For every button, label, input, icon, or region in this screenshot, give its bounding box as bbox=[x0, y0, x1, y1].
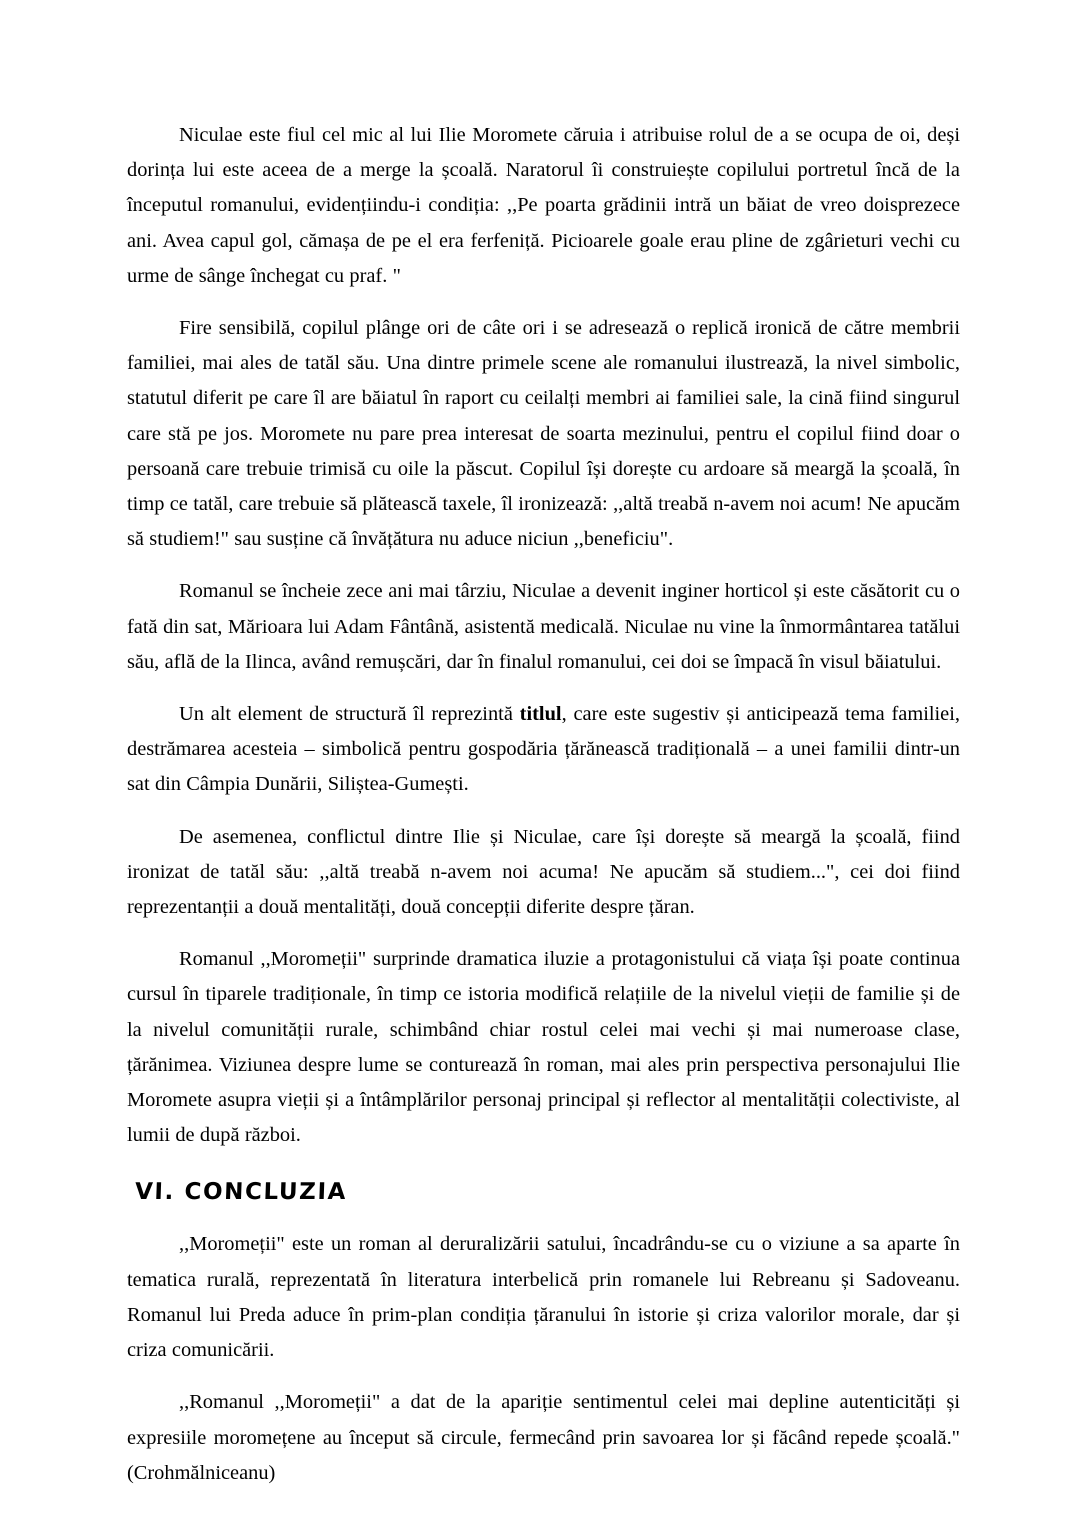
paragraph-niculae-intro: Niculae este fiul cel mic al lui Ilie Moromete căruia i atribuise rolul de a se ocupa de oi, deși dorința lui este aceea de a merge la școală. Naratorul îi construiește copilului portretul încă de la începutul romanului, evidențiindu-i condiția: ,,Pe poarta grădinii intră un băiat de vreo doisprezece ani. Avea capul gol, cămașa de pe el era ferfeniță. Picioarele goale erau pline de zgârieturi vechi cu urme de sânge închegat cu praf. " bbox=[127, 124, 960, 287]
paragraph-romanul-se-incheie: Romanul se încheie zece ani mai târziu, Niculae a devenit inginer horticol și este căsătorit cu o fată din sat, Mărioara lui Adam Fântână, asistentă medicală. Niculae nu vine la înmormântarea tatălui său, află de la Ilinca, având remușcări, dar în finalul romanului, cei doi se împacă în visul băiatului. bbox=[127, 580, 960, 673]
paragraph-titlul-part-1: Un alt element de structură îl reprezintă bbox=[179, 703, 520, 726]
paragraph-concluzie-1: ,,Moromeții" este un roman al deruralizării satului, încadrându-se cu o viziune a sa aparte în tematica rurală, reprezentată în literatura interbelică prin romanele lui Rebreanu și Sadoveanu. Romanul lui Preda aduce în prim-plan condiția țăranului în istorie și criza valorilor morale, dar și criza comunicării. bbox=[127, 1233, 960, 1362]
document-body bbox=[127, 118, 960, 1508]
paragraph-titlul-part-2: , care este sugestiv și anticipează tema familiei, destrămarea acesteia – simbolică pentru gospodăria țărănească tradițională – a unei familii dintr-un sat din Câmpia Dunării, Siliștea-Gumești. bbox=[127, 703, 960, 796]
paragraph-titlul bbox=[127, 697, 960, 803]
paragraph-fire-sensibila: Fire sensibilă, copilul plânge ori de câte ori i se adresează o replică ironică de către membrii familiei, mai ales de tatăl său. Una dintre primele scene ale romanului ilustrează, la nivel simbolic, statutul diferit pe care îl are băiatul în raport cu ceilalți membri ai familiei sale, la cină fiind singurul care stă pe jos. Moromete nu pare prea interesat de soarta mezinului, pentru el copilul fiind doar o persoană care trebuie trimisă cu oile la păscut. Copilul își dorește cu ardoare să meargă la școală, în timp ce tatăl, care trebuie să plătească taxele, îl ironizează: ,,altă treabă n-avem noi acum! Ne apucăm să studiem!" sau susține că învățătura nu aduce niciun ,,beneficiu". bbox=[127, 317, 960, 551]
paragraph-romanul-moduri: Romanul ,,Moromeții" surprinde dramatica iluzie a protagonistului că viața își poate continua cursul în tiparele tradiționale, în timp ce istoria modifică relațiile de la nivelul vieții de familie și de la nivelul comunității rurale, schimbând chiar rostul celei mai vechi și mai numeroase clase, țărănimea. Viziunea despre lume se conturează în roman, mai ales prin perspectiva personajului Ilie Moromete asupra vieții și a întâmplărilor personaj principal și reflector al mentalității colectiviste, al lumii de după război. bbox=[127, 948, 960, 1147]
paragraph-concluzie-2: ,,Romanul ,,Moromeții" a dat de la apariție sentimentul celei mai depline autenticități și expresiile moromețene au început să circule, fermecând prin savoarea lor și făcând repede școală." (Crohmălniceanu) bbox=[127, 1391, 960, 1484]
section-heading-concluzia: VI. CONCLUZIA bbox=[134, 1179, 348, 1206]
paragraph-de-asemenea: De asemenea, conflictul dintre Ilie și Niculae, care își dorește să meargă la școală, fiind ironizat de tatăl său: ,,altă treabă n-avem noi acuma! Ne apucăm să studiem...", cei doi fiind reprezentanții a două mentalități, două concepții diferite despre țăran. bbox=[127, 825, 960, 919]
paragraph-titlul-emphasis: titlul bbox=[519, 703, 562, 726]
